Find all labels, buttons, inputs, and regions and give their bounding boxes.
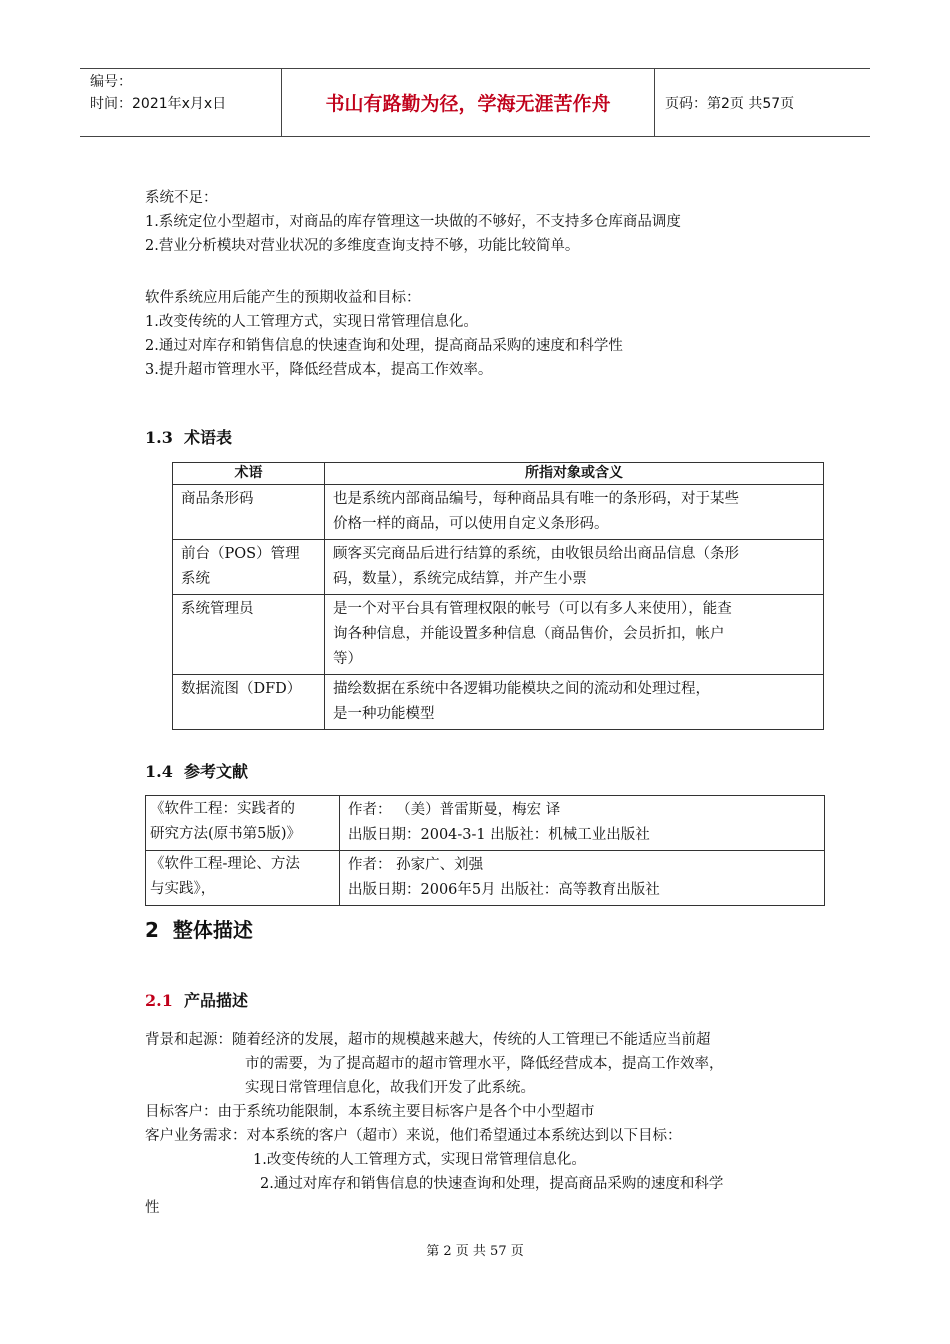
- glossary-header-meaning: 所指对象或含义: [325, 463, 824, 485]
- reference-info: 作者： （美）普雷斯曼，梅宏 译 出版日期：2004-3-1 出版社：机械工业出版社: [340, 796, 825, 851]
- section-heading-1-4: [145, 759, 248, 782]
- section-heading-1-3: [145, 425, 232, 448]
- glossary-term: 系统管理员: [173, 595, 325, 675]
- goal-item-continuation: 性: [145, 1200, 160, 1216]
- glossary-table: [172, 462, 824, 730]
- goal-item: 1.改变传统的人工管理方式，实现日常管理信息化。: [253, 1152, 586, 1168]
- background-line: 实现日常管理信息化，故我们开发了此系统。: [245, 1080, 535, 1096]
- section-title: 产品描述: [183, 991, 248, 1010]
- table-row: [173, 540, 824, 595]
- reference-info: 作者： 孙家广、刘强 出版日期：2006年5月 出版社：高等教育出版社: [340, 851, 825, 906]
- table-row: [173, 675, 824, 730]
- references-table: [145, 795, 825, 906]
- section-title: 整体描述: [172, 918, 253, 942]
- glossary-meaning: 顾客买完商品后进行结算的系统，由收银员给出商品信息（条形 码，数量），系统完成结算，并产生小票: [325, 540, 824, 595]
- section-heading-2-1: [145, 988, 248, 1011]
- glossary-header-row: [173, 463, 824, 485]
- page-header: [80, 68, 870, 137]
- glossary-meaning: 也是系统内部商品编号，每种商品具有唯一的条形码，对于某些 价格一样的商品，可以使用自定义条形码。: [325, 485, 824, 540]
- background-line: 背景和起源：随着经济的发展，超市的规模越来越大，传统的人工管理已不能适应当前超: [145, 1032, 711, 1048]
- benefit-item: 3.提升超市管理水平，降低经营成本，提高工作效率。: [145, 362, 493, 378]
- product-description: [145, 1028, 724, 1220]
- section-number: 1.4: [145, 762, 173, 781]
- reference-book: 《软件工程：实践者的 研究方法(原书第5版)》: [146, 796, 340, 851]
- glossary-term: 商品条形码: [173, 485, 325, 540]
- benefits-title: 软件系统应用后能产生的预期收益和目标：: [145, 290, 421, 306]
- glossary-meaning: 描绘数据在系统中各逻辑功能模块之间的流动和处理过程， 是一种功能模型: [325, 675, 824, 730]
- doc-date-label: 时间：2021年x月x日: [90, 96, 227, 112]
- business-needs: 客户业务需求：对本系统的客户（超市）来说，他们希望通过本系统达到以下目标：: [145, 1128, 682, 1144]
- section-heading-2: [145, 914, 253, 943]
- section-number: 1.3: [145, 428, 173, 447]
- section-title: 参考文献: [183, 762, 248, 781]
- header-meta: [80, 69, 282, 136]
- glossary-term: 前台（POS）管理 系统: [173, 540, 325, 595]
- glossary-header-term: 术语: [173, 463, 325, 485]
- table-row: [146, 796, 825, 851]
- benefits-block: [145, 286, 623, 382]
- shortcomings-block: [145, 186, 681, 258]
- header-page-label: 页码：第2页 共57页: [665, 95, 795, 112]
- header-motto: 书山有路勤为径，学海无涯苦作舟: [282, 69, 655, 136]
- shortcomings-title: 系统不足：: [145, 190, 218, 206]
- glossary-meaning: 是一个对平台具有管理权限的帐号（可以有多人来使用），能查 询各种信息，并能设置多种信息（商品售价，会员折扣，帐户 等）: [325, 595, 824, 675]
- background-line: 市的需要，为了提高超市的超市管理水平，降低经营成本，提高工作效率，: [245, 1056, 724, 1072]
- reference-book: 《软件工程-理论、方法 与实践》，: [146, 851, 340, 906]
- benefit-item: 1.改变传统的人工管理方式，实现日常管理信息化。: [145, 314, 478, 330]
- table-row: [173, 485, 824, 540]
- benefit-item: 2.通过对库存和销售信息的快速查询和处理，提高商品采购的速度和科学性: [145, 338, 623, 354]
- target-customers: 目标客户：由于系统功能限制，本系统主要目标客户是各个中小型超市: [145, 1104, 595, 1120]
- shortcoming-item: 1.系统定位小型超市，对商品的库存管理这一块做的不够好，不支持多仓库商品调度: [145, 214, 681, 230]
- section-number: 2.1: [145, 991, 173, 1010]
- doc-number-label: 编号：: [90, 74, 132, 90]
- goal-item: 2.通过对库存和销售信息的快速查询和处理，提高商品采购的速度和科学: [260, 1176, 724, 1192]
- section-title: 术语表: [183, 428, 232, 447]
- shortcoming-item: 2.营业分析模块对营业状况的多维度查询支持不够，功能比较简单。: [145, 238, 580, 254]
- section-number: 2: [145, 918, 159, 942]
- glossary-term: 数据流图（DFD）: [173, 675, 325, 730]
- page-footer: 第 2 页 共 57 页: [426, 1244, 524, 1259]
- table-row: [173, 595, 824, 675]
- table-row: [146, 851, 825, 906]
